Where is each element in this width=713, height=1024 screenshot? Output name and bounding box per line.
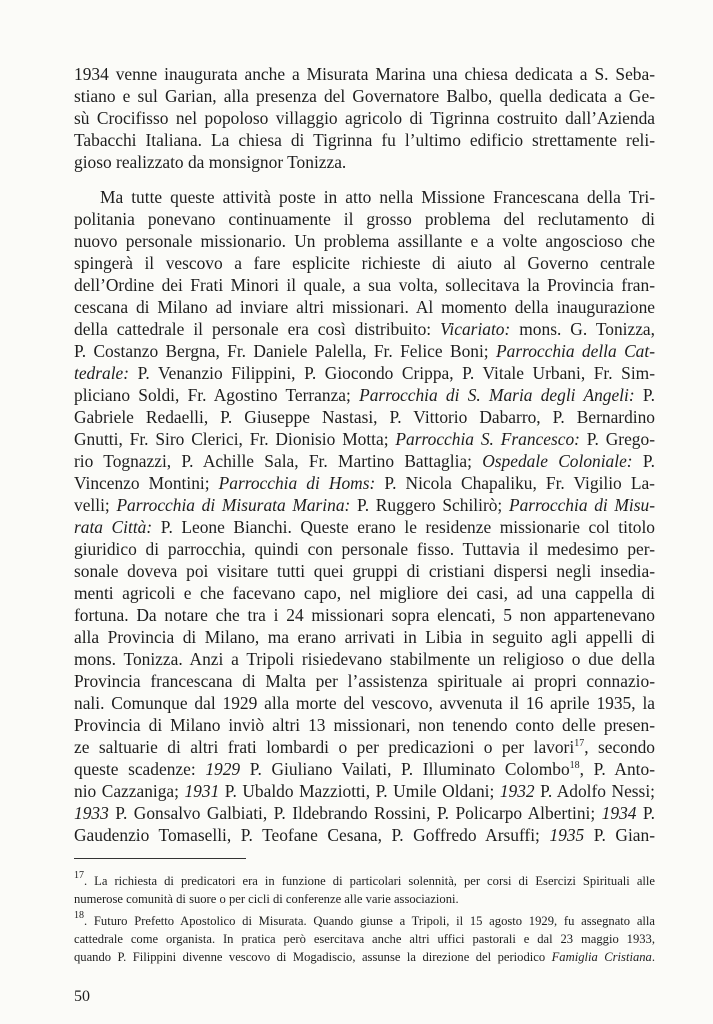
body-line-2: stiano e sul Garian, alla presenza del Governatore Balbo, quella dedicata a Ge- bbox=[74, 86, 655, 106]
footnote-separator bbox=[74, 858, 246, 859]
body-line-24: menti agricoli e che facevano capo, nel migliore dei casi, ad una cappella di bbox=[74, 583, 655, 603]
body-line-31: ze saltuarie di altri frati lombardi o per predicazioni o per lavori$^{17}$, secondo bbox=[74, 737, 655, 757]
body-line-11: cescana di Milano ad inviare altri missionari. Al momento della inaugurazione bbox=[74, 297, 655, 317]
body-line-28: Provincia francescana di Malta per l’assistenza spirituale ai propri connazio- bbox=[74, 671, 655, 691]
body-line-6: Ma tutte queste attività poste in atto nella Missione Francescana della Tri- bbox=[100, 187, 655, 207]
body-line-21: rata Città: P. Leone Bianchi. Queste erano le residenze missionarie col titolo bbox=[74, 517, 656, 537]
page-number: 50 bbox=[74, 988, 90, 1005]
footnote-ref-17[interactable]: 17 bbox=[574, 738, 585, 749]
body-line-27: mons. Tonizza. Anzi a Tripoli risiedevano stabilmente un religioso o due della bbox=[74, 649, 655, 669]
body-line-18: rio Tognazzi, P. Achille Sala, Fr. Martino Battaglia; Ospedale Coloniale: P. bbox=[74, 451, 655, 471]
body-line-12: della cattedrale il personale era così distribuito: Vicariato: mons. G. Tonizza, bbox=[74, 319, 655, 339]
body-line-10: dell’Ordine dei Frati Minori il quale, a sua volta, sollecitava la Provincia fran- bbox=[74, 275, 655, 295]
body-line-20: velli; Parrocchia di Misurata Marina: P. Ruggero Schilirò; Parrocchia di Misu- bbox=[74, 495, 656, 515]
body-line-3: sù Crocifisso nel popoloso villaggio agricolo di Tigrinna costruito dall’Azienda bbox=[74, 108, 655, 128]
body-line-16: Gabriele Redaelli, P. Giuseppe Nastasi, P. Vittorio Dabarro, P. Bernardino bbox=[74, 407, 655, 427]
body-line-29: nali. Comunque dal 1929 alla morte del vescovo, avvenuta il 16 aprile 1935, la bbox=[74, 693, 655, 713]
body-line-35: Gaudenzio Tomaselli, P. Teofane Cesana, P. Goffredo Arsuffi; 1935 P. Gian- bbox=[74, 825, 655, 845]
body-line-30: Provincia di Milano inviò altri 13 missionari, non tenendo conto delle presen- bbox=[74, 715, 655, 735]
body-line-15: pliciano Soldi, Fr. Agostino Terranza; Parrocchia di S. Maria degli Angeli: P. bbox=[74, 385, 655, 405]
footnote-18-line-3: quando P. Filippini divenne vescovo di Mogadiscio, assunse la direzione del periodico Famiglia Cristiana. bbox=[74, 950, 655, 964]
body-line-9: spingerà il vescovo a fare esplicite richieste di aiuto al Governo centrale bbox=[74, 253, 655, 273]
body-line-19: Vincenzo Montini; Parrocchia di Homs: P. Nicola Chapaliku, Fr. Vigilio La- bbox=[74, 473, 655, 493]
footnote-17-line-2: numerose comunità di suore o per cicli di conferenze alle varie associazioni. bbox=[74, 892, 459, 906]
body-line-34: 1933 P. Gonsalvo Galbiati, P. Ildebrando Rossini, P. Policarpo Albertini; 1934 P. bbox=[74, 803, 655, 823]
body-line-1: 1934 venne inaugurata anche a Misurata Marina una chiesa dedicata a S. Seba- bbox=[74, 64, 655, 84]
body-line-14: tedrale: P. Venanzio Filippini, P. Giocondo Crippa, P. Vitale Urbani, Fr. Sim- bbox=[74, 363, 655, 383]
body-line-32: queste scadenze: 1929 P. Giuliano Vailati, P. Illuminato Colombo$^{18}$, P. Anto- bbox=[74, 759, 655, 779]
body-line-33: nio Cazzaniga; 1931 P. Ubaldo Mazziotti, P. Umile Oldani; 1932 P. Adolfo Nessi; bbox=[74, 781, 655, 801]
body-line-5: gioso realizzato da monsignor Tonizza. bbox=[74, 152, 347, 172]
body-line-7: politania ponevano continuamente il grosso problema del reclutamento di bbox=[74, 209, 655, 229]
body-line-25: fortuna. Da notare che tra i 24 missionari sopra elencati, 5 non appartenevano bbox=[74, 605, 655, 625]
body-line-22: giuridico di parrocchia, quindi con personale fisso. Tuttavia il medesimo per- bbox=[74, 539, 655, 559]
body-line-26: alla Provincia di Milano, ma erano arrivati in Libia in seguito agli appelli di bbox=[74, 627, 655, 647]
footnote-18-line-1: $^{18}$. Futuro Prefetto Apostolico di Misurata. Quando giunse a Tripoli, il 15 agosto 1929, fu assegnato alla bbox=[74, 910, 655, 928]
body-line-4: Tabacchi Italiana. La chiesa di Tigrinna fu l’ultimo edificio strettamente reli- bbox=[74, 130, 655, 150]
body-line-13: P. Costanzo Bergna, Fr. Daniele Palella, Fr. Felice Boni; Parrocchia della Cat- bbox=[74, 341, 655, 361]
body-line-23: sonale doveva poi visitare tutti quei gruppi di cristiani dispersi negli insedia- bbox=[74, 561, 655, 581]
body-line-17: Gnutti, Fr. Siro Clerici, Fr. Dionisio Motta; Parrocchia S. Francesco: P. Grego- bbox=[74, 429, 655, 449]
body-line-8: nuovo personale missionario. Un problema assillante e a volte angoscioso che bbox=[74, 231, 655, 251]
footnote-ref-18[interactable]: 18 bbox=[569, 760, 580, 771]
footnote-18-line-2: cattedrale come organista. In pratica però esercitava anche altri uffici pastorali e dal 23 maggio 1933, bbox=[74, 932, 655, 946]
footnote-17-line-1: $^{17}$. La richiesta di predicatori era in funzione di particolari solennità, per corsi di Esercizi Spirituali alle bbox=[74, 870, 655, 888]
